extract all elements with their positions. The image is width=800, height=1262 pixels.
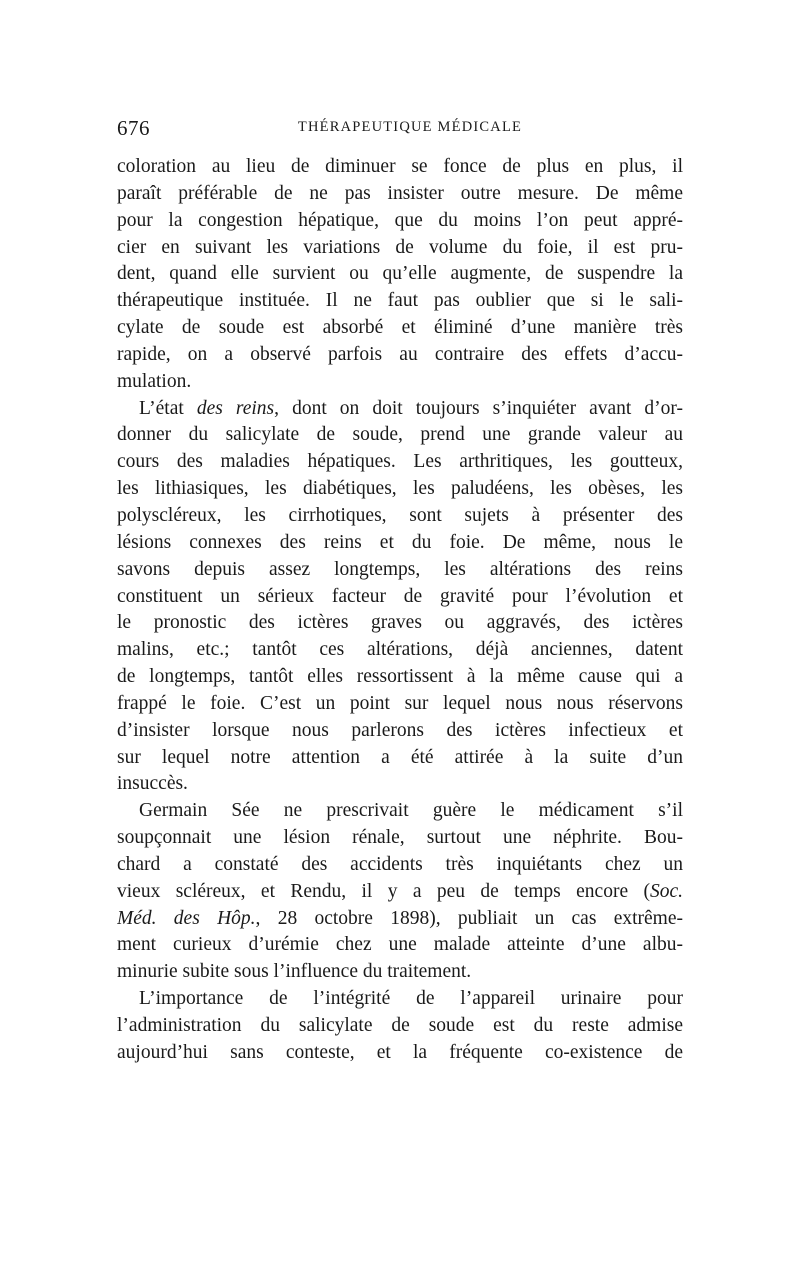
text-line bbox=[117, 906, 683, 933]
text-line: Germain Sée ne prescrivait guère le médicament s’il bbox=[139, 800, 683, 822]
text-line: malins, etc.; tantôt ces altérations, déjà anciennes, datent bbox=[117, 639, 683, 661]
text-line: d’insister lorsque nous parlerons des ictères infectieux et bbox=[117, 719, 683, 741]
text-line: cier en suivant les variations de volume du foie, il est pru- bbox=[117, 236, 683, 258]
text-line: thérapeutique instituée. Il ne faut pas oublier que si le sali- bbox=[117, 290, 683, 312]
text-line: sur lequel notre attention a été attirée à la suite d’un bbox=[117, 746, 683, 768]
body-text bbox=[117, 154, 683, 1067]
text-line: soupçonnait une lésion rénale, surtout une néphrite. Bou- bbox=[117, 827, 683, 849]
italic-phrase: des reins bbox=[196, 397, 275, 419]
text-line: le pronostic des ictères graves ou aggravés, des ictères bbox=[117, 612, 683, 634]
text-line: ment curieux d’urémie chez une malade atteinte d’une albu- bbox=[117, 934, 683, 956]
italic-phrase: Méd. des Hôp. bbox=[117, 907, 256, 929]
text-line: savons depuis assez longtemps, les altérations des reins bbox=[117, 558, 683, 580]
text-line: l’administration du salicylate de soude est du reste admise bbox=[117, 1015, 683, 1036]
italic-phrase: Soc. bbox=[649, 880, 683, 902]
text-line bbox=[117, 879, 683, 906]
text-segment: L’état bbox=[139, 397, 197, 419]
text-line: de longtemps, tantôt elles ressortissent à la même cause qui a bbox=[117, 666, 683, 688]
page-number: 676 bbox=[117, 116, 150, 140]
text-line: frappé le foie. C’est un point sur lequel nous nous réservons bbox=[117, 692, 683, 714]
text-line: pour la congestion hépatique, que du moins l’on peut appré- bbox=[117, 209, 683, 231]
text-line bbox=[117, 396, 683, 423]
text-line: L’importance de l’intégrité de l’appareil urinaire pour bbox=[139, 988, 683, 1010]
text-line: mulation. bbox=[117, 370, 192, 392]
text-line: les lithiasiques, les diabétiques, les paludéens, les obèses, les bbox=[117, 478, 683, 500]
text-line: cylate de soude est absorbé et éliminé d’une manière très bbox=[117, 317, 683, 339]
text-line: chard a constaté des accidents très inquiétants chez un bbox=[117, 853, 683, 875]
text-segment: vieux scléreux, et Rendu, il y a peu de temps encore ( bbox=[117, 880, 650, 902]
text-line: paraît préférable de ne pas insister outre mesure. De même bbox=[117, 182, 683, 204]
text-segment: , dont on doit toujours s’inquiéter avant d’or- bbox=[274, 397, 683, 419]
text-line: donner du salicylate de soude, prend une grande valeur au bbox=[117, 424, 683, 446]
text-line: polyscléreux, les cirrhotiques, sont sujets à présenter des bbox=[117, 504, 683, 526]
text-line: cours des maladies hépatiques. Les arthritiques, les goutteux, bbox=[117, 451, 683, 473]
text-line: aujourd’hui sans conteste, et la fréquente co-existence de bbox=[117, 1041, 683, 1063]
text-line: lésions connexes des reins et du foie. De même, nous le bbox=[117, 531, 683, 553]
text-line: coloration au lieu de diminuer se fonce de plus en plus, il bbox=[117, 156, 683, 177]
text-line: insuccès. bbox=[117, 773, 188, 795]
text-line: constituent un sérieux facteur de gravité pour l’évolution et bbox=[117, 585, 683, 607]
running-title: THÉRAPEUTIQUE MÉDICALE bbox=[297, 119, 523, 135]
text-segment: , 28 octobre 1898), publiait un cas extrême- bbox=[255, 907, 683, 929]
text-line: rapide, on a observé parfois au contraire des effets d’accu- bbox=[117, 343, 683, 365]
text-line: minurie subite sous l’influence du traitement. bbox=[117, 961, 472, 983]
text-line: dent, quand elle survient ou qu’elle augmente, de suspendre la bbox=[117, 263, 683, 285]
page-header bbox=[117, 116, 683, 144]
